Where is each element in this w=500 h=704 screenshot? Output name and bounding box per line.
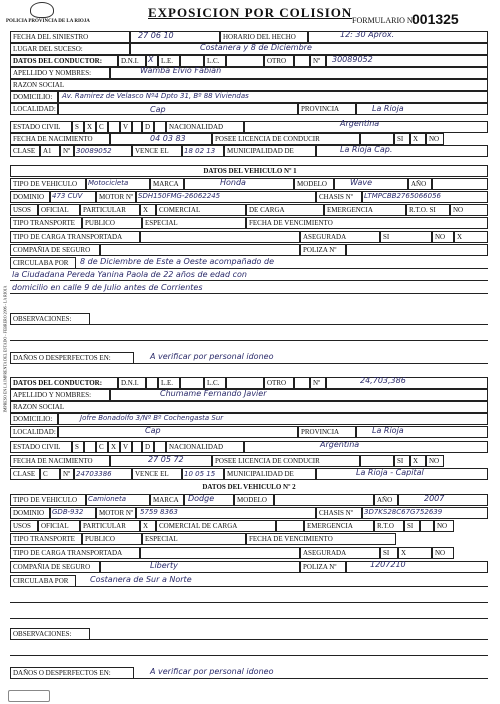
modelo2-label: MODELO xyxy=(234,494,274,506)
licencia1-si-box[interactable]: X xyxy=(410,133,426,145)
compania2-value: Liberty xyxy=(150,561,178,570)
observaciones2-line xyxy=(90,639,488,640)
conductor2-num-label: Nº xyxy=(310,377,326,389)
domicilio1-label: DOMICILIO: xyxy=(10,91,58,103)
dominio1-value: 473 CUV xyxy=(52,192,83,200)
licencia2-no-box[interactable]: X xyxy=(410,455,426,467)
agency-name: POLICIA PROVINCIA DE LA RIOJA xyxy=(6,19,90,24)
estado-civil1-d[interactable]: D xyxy=(142,121,154,133)
usos1-de-carga[interactable]: DE CARGA xyxy=(246,204,324,216)
circulaba2-text: Costanera de Sur a Norte xyxy=(90,575,192,584)
estado-civil1-label: ESTADO CIVIL xyxy=(10,121,72,133)
apellido2-label: APELLIDO Y NOMBRES: xyxy=(10,389,110,401)
compania2-label: COMPAÑIA DE SEGURO xyxy=(10,561,100,573)
licencia1-si-label: SI xyxy=(394,133,410,145)
transporte1-especial[interactable]: ESPECIAL xyxy=(142,217,246,229)
conductor2-label: DATOS DEL CONDUCTOR: xyxy=(10,377,118,389)
licencia2-label: POSEE LICENCIA DE CONDUCIR xyxy=(212,455,360,467)
circulaba1-text-2: la Ciudadana Pereda Yanina Paola de 22 años de edad con xyxy=(12,270,247,279)
rto2-label: R.T.O xyxy=(374,520,404,532)
observaciones1-line-2 xyxy=(10,340,488,341)
dominio1-label: DOMINIO xyxy=(10,191,50,203)
danos2-line xyxy=(134,678,488,679)
conductor2-le-box[interactable] xyxy=(180,377,204,389)
municipalidad1-label: MUNICIPALIDAD DE xyxy=(224,145,316,157)
estado-civil2-x[interactable]: X xyxy=(108,441,120,453)
estado-civil1-c[interactable]: C xyxy=(96,121,108,133)
vence1-label: VENCE EL xyxy=(132,145,182,157)
circulaba1-text-1: 8 de Diciembre de Este a Oeste acompañado de xyxy=(80,257,274,266)
poliza2-label: POLIZA Nº xyxy=(300,561,346,573)
conductor1-otro-label: OTRO xyxy=(264,55,294,67)
estado-civil1-x[interactable]: X xyxy=(84,121,96,133)
poliza2-value: 1207210 xyxy=(370,560,406,569)
localidad2-value: Cap xyxy=(145,426,161,435)
chasis1-label: CHASIS Nº xyxy=(316,191,362,203)
municipalidad1-value: La Rioja Cap. xyxy=(340,145,393,154)
conductor1-lc-label: L.C. xyxy=(204,55,226,67)
anio2-value: 2007 xyxy=(424,494,445,503)
asegurada2-si-box[interactable]: X xyxy=(398,547,432,559)
transporte1-publico[interactable]: PUBLICO xyxy=(82,217,142,229)
fecha-nac2-label: FECHA DE NACIMIENTO xyxy=(10,455,110,467)
circulaba1-line-3 xyxy=(10,293,488,294)
fecha-nac2-value: 27 05 72 xyxy=(148,455,184,464)
circulaba2-line-2 xyxy=(10,602,488,603)
estado-civil1-blank2[interactable] xyxy=(132,121,142,133)
tipo-vehiculo2-label: TIPO DE VEHICULO xyxy=(10,494,86,506)
conductor1-dni-label: D.N.I. xyxy=(118,55,146,67)
circulaba1-text-3: domicilio en calle 9 de Julio antes de Corrientes xyxy=(12,283,203,292)
conductor1-label: DATOS DEL CONDUCTOR: xyxy=(10,55,118,67)
chasis2-value: 3D7KS28C67G752639 xyxy=(364,508,443,516)
conductor1-dni-mark: X xyxy=(148,55,154,64)
observaciones1-line xyxy=(90,324,488,325)
estado-civil1-blank[interactable] xyxy=(108,121,120,133)
localidad1-value: Cap xyxy=(150,105,166,114)
poliza2-field[interactable] xyxy=(346,561,488,573)
lugar-label: LUGAR DEL SUCESO: xyxy=(10,43,130,55)
bottom-stamp xyxy=(8,690,50,702)
form-title: EXPOSICION POR COLISION xyxy=(148,5,353,20)
conductor1-le-label: L.E. xyxy=(158,55,180,67)
nacionalidad2-value: Argentina xyxy=(320,440,360,449)
observaciones2-line-2 xyxy=(10,655,488,656)
motor1-value: SDH150FMG-26062245 xyxy=(138,192,221,200)
licencia1-field[interactable] xyxy=(360,133,394,145)
circulaba1-line-1 xyxy=(76,268,488,269)
apellido1-value: Wamba Elvio Fabian xyxy=(140,66,222,75)
danos1-value: A verificar por personal idoneo xyxy=(150,352,274,361)
conductor1-lc-box[interactable] xyxy=(226,55,264,67)
conductor2-num-field[interactable] xyxy=(326,377,488,389)
tipo-transporte1-label: TIPO TRANSPORTE xyxy=(10,217,82,229)
danos1-label: DAÑOS O DESPERFECTOS EN: xyxy=(10,352,134,364)
dominio2-label: DOMINIO xyxy=(10,507,50,519)
usos1-comercial[interactable]: COMERCIAL xyxy=(156,204,246,216)
poliza1-field[interactable] xyxy=(346,244,488,256)
side-print: IMPRESO EN LA IMPRENTA DEL ESTADO - FEBRERO 2006 - LA RIOJA xyxy=(2,285,8,413)
razon2-label: RAZON SOCIAL xyxy=(10,401,488,413)
tipo-transporte2-label: TIPO TRANSPORTE xyxy=(10,533,82,545)
usos2-label: USOS xyxy=(10,520,38,532)
transporte2-especial[interactable]: ESPECIAL xyxy=(142,533,246,545)
usos1-label: USOS xyxy=(10,204,38,216)
apellido1-label: APELLIDO Y NOMBRES: xyxy=(10,67,110,79)
provincia2-value: La Rioja xyxy=(372,426,404,435)
domicilio2-label: DOMICILIO: xyxy=(10,413,58,425)
estado-civil2-c[interactable]: C xyxy=(96,441,108,453)
licencia2-field[interactable] xyxy=(360,455,394,467)
anio1-field[interactable] xyxy=(432,178,488,190)
transporte2-publico[interactable]: PUBLICO xyxy=(82,533,142,545)
circulaba2-line-1 xyxy=(76,586,488,587)
nacionalidad1-value: Argentina xyxy=(340,119,380,128)
conductor2-le-label: L.E. xyxy=(158,377,180,389)
poliza1-label: POLIZA Nº xyxy=(300,244,346,256)
usos1-particular-box[interactable]: X xyxy=(140,204,156,216)
rto2-si[interactable]: SI xyxy=(404,520,420,532)
conductor2-otro-label: OTRO xyxy=(264,377,294,389)
licencia2-si-label: SI xyxy=(394,455,410,467)
horario-field[interactable] xyxy=(308,31,488,43)
clase1-num-label: Nº xyxy=(60,145,74,157)
domicilio2-value: Jofre Bonadolfo 3/Nº Bº Cochengasta Sur xyxy=(80,414,224,422)
horario-value: 12: 30 Aprox. xyxy=(340,30,395,39)
clase2-field[interactable]: C xyxy=(40,468,60,480)
clase1-num-value: 30089052 xyxy=(76,147,112,155)
circulaba2-line-3 xyxy=(10,618,488,619)
estado-civil1-s[interactable]: S xyxy=(72,121,84,133)
usos1-emergencia[interactable]: EMERGENCIA xyxy=(324,204,406,216)
danos2-label: DAÑOS O DESPERFECTOS EN: xyxy=(10,667,134,679)
anio2-label: AÑO xyxy=(374,494,398,506)
tipo-carga1-field[interactable] xyxy=(140,231,300,243)
estado-civil2-v[interactable]: V xyxy=(120,441,132,453)
horario-label: HORARIO DEL HECHO xyxy=(220,31,308,43)
usos1-particular[interactable]: PARTICULAR xyxy=(80,204,140,216)
motor2-label: MOTOR Nº xyxy=(96,507,136,519)
observaciones1-label: OBSERVACIONES: xyxy=(10,313,90,325)
marca2-value: Dodge xyxy=(188,494,215,503)
fecha-siniestro-label: FECHA DEL SINIESTRO xyxy=(10,31,130,43)
fecha-nac1-label: FECHA DE NACIMIENTO xyxy=(10,133,110,145)
modelo2-field[interactable] xyxy=(274,494,374,506)
provincia1-value: La Rioja xyxy=(372,104,404,113)
rto1-no-label[interactable]: NO xyxy=(450,204,488,216)
danos1-line xyxy=(134,363,488,364)
conductor2-dni-label: D.N.I. xyxy=(118,377,146,389)
localidad2-field[interactable] xyxy=(58,426,298,438)
motor1-label: MOTOR Nº xyxy=(96,191,136,203)
vehiculo2-header: DATOS DEL VEHICULO Nº 2 xyxy=(202,483,296,491)
estado-civil2-s[interactable]: S xyxy=(72,441,84,453)
form-number-label: FORMULARIO Nº xyxy=(352,16,416,25)
fecha-nac1-value: 04 03 83 xyxy=(150,134,186,143)
tipo-vehiculo2-value: Camioneta xyxy=(88,495,127,503)
asegurada2-label: ASEGURADA xyxy=(300,547,380,559)
estado-civil1-blank3[interactable] xyxy=(154,121,166,133)
danos2-value: A verificar por personal idoneo xyxy=(150,667,274,676)
conductor2-otro-box[interactable] xyxy=(294,377,310,389)
modelo1-value: Wave xyxy=(350,178,373,187)
licencia1-no-label: NO xyxy=(426,133,444,145)
municipalidad2-value: La Rioja - Capital xyxy=(356,468,424,477)
nacionalidad2-label: NACIONALIDAD xyxy=(166,441,244,453)
provincia1-label: PROVINCIA xyxy=(298,103,356,115)
conductor2-lc-label: L.C. xyxy=(204,377,226,389)
usos2-emergencia[interactable]: EMERGENCIA xyxy=(304,520,374,532)
vence1-value: 18 02 13 xyxy=(184,147,216,155)
clase2-num-value: 24703386 xyxy=(76,470,112,478)
tipo-vehiculo1-value: Motocicleta xyxy=(88,179,129,187)
usos2-comercial-box[interactable]: X xyxy=(140,520,156,532)
conductor1-num-value: 30089052 xyxy=(332,55,373,64)
dominio2-value: GDB-932 xyxy=(52,508,84,516)
chasis2-label: CHASIS Nº xyxy=(316,507,362,519)
marca1-label: MARCA xyxy=(150,178,184,190)
vence2-label: VENCE EL xyxy=(132,468,182,480)
circulaba1-label: CIRCULABA POR xyxy=(10,257,76,269)
razon1-label: RAZON SOCIAL xyxy=(10,79,488,91)
clase2-num-label: Nº xyxy=(60,468,74,480)
usos2-oficial[interactable]: OFICIAL xyxy=(38,520,80,532)
asegurada1-label: ASEGURADA xyxy=(300,231,380,243)
fecha-venc2-label: FECHA DE VENCIMIENTO xyxy=(246,533,396,545)
estado-civil2-blank2[interactable] xyxy=(132,441,142,453)
rto2-no[interactable]: NO xyxy=(434,520,454,532)
asegurada2-no[interactable]: NO xyxy=(432,547,454,559)
observaciones2-label: OBSERVACIONES: xyxy=(10,628,90,640)
usos2-blank[interactable] xyxy=(276,520,304,532)
usos2-comercial-carga[interactable]: COMERCIAL DE CARGA xyxy=(156,520,276,532)
localidad2-label: LOCALIDAD: xyxy=(10,426,58,438)
clase2-label: CLASE xyxy=(10,468,40,480)
nacionalidad1-label: NACIONALIDAD xyxy=(166,121,244,133)
form-number: 001325 xyxy=(412,11,459,27)
tipo-carga1-label: TIPO DE CARGA TRANSPORTADA xyxy=(10,231,140,243)
nacionalidad2-field[interactable] xyxy=(244,441,488,453)
asegurada1-no[interactable]: NO xyxy=(432,231,454,243)
compania2-field[interactable] xyxy=(100,561,300,573)
circulaba1-line-2 xyxy=(10,280,488,281)
provincia2-label: PROVINCIA xyxy=(298,426,356,438)
estado-civil2-blank3[interactable] xyxy=(154,441,166,453)
fecha-siniestro-value: 27 06 10 xyxy=(138,31,174,40)
clase1-field[interactable]: A1 xyxy=(40,145,60,157)
marca2-label: MARCA xyxy=(150,494,184,506)
motor2-value: 5759 8363 xyxy=(140,508,178,516)
asegurada2-si[interactable]: SI xyxy=(380,547,398,559)
conductor1-otro-box[interactable] xyxy=(294,55,310,67)
estado-civil2-blank[interactable] xyxy=(84,441,96,453)
clase1-label: CLASE xyxy=(10,145,40,157)
conductor2-num-value: 24,703,386 xyxy=(360,376,406,385)
usos1-oficial[interactable]: OFICIAL xyxy=(38,204,80,216)
circulaba2-label: CIRCULABA POR xyxy=(10,575,76,587)
vehiculo1-header: DATOS DEL VEHICULO Nº 1 xyxy=(10,165,488,177)
compania1-label: COMPAÑIA DE SEGURO xyxy=(10,244,100,256)
compania1-field[interactable] xyxy=(100,244,300,256)
chasis1-value: LTMPCBB2765066056 xyxy=(364,192,441,200)
vence2-value: 10 05 15 xyxy=(184,470,216,478)
localidad1-label: LOCALIDAD: xyxy=(10,103,58,115)
conductor2-dni-box[interactable] xyxy=(146,377,158,389)
conductor1-num-label: Nº xyxy=(310,55,326,67)
lugar-value: Costanera y 8 de Diciembre xyxy=(200,43,312,52)
localidad1-field[interactable] xyxy=(58,103,298,115)
tipo-carga2-field[interactable] xyxy=(140,547,300,559)
conductor2-lc-box[interactable] xyxy=(226,377,264,389)
usos2-particular[interactable]: PARTICULAR xyxy=(80,520,140,532)
marca1-value: Honda xyxy=(220,178,246,187)
anio1-label: AÑO xyxy=(408,178,432,190)
rto1-label: R.T.O. SI xyxy=(406,204,450,216)
modelo1-label: MODELO xyxy=(294,178,334,190)
fecha-venc1-label: FECHA DE VENCIMIENTO xyxy=(246,217,488,229)
licencia1-label: POSEE LICENCIA DE CONDUCIR xyxy=(212,133,360,145)
asegurada1-si[interactable]: SI xyxy=(380,231,432,243)
estado-civil2-label: ESTADO CIVIL xyxy=(10,441,72,453)
estado-civil1-v[interactable]: V xyxy=(120,121,132,133)
tipo-vehiculo1-label: TIPO DE VEHICULO xyxy=(10,178,86,190)
rto2-blank[interactable] xyxy=(420,520,434,532)
municipalidad2-label: MUNICIPALIDAD DE xyxy=(224,468,316,480)
licencia2-no-label: NO xyxy=(426,455,444,467)
tipo-carga2-label: TIPO DE CARGA TRANSPORTADA xyxy=(10,547,140,559)
apellido2-value: Chumame Fernando Javier xyxy=(160,389,267,398)
domicilio1-value: Av. Ramirez de Velasco Nº4 Dpto 31, Bº 88 Viviendas xyxy=(62,92,249,100)
estado-civil2-d[interactable]: D xyxy=(142,441,154,453)
asegurada1-no-box[interactable]: X xyxy=(454,231,488,243)
